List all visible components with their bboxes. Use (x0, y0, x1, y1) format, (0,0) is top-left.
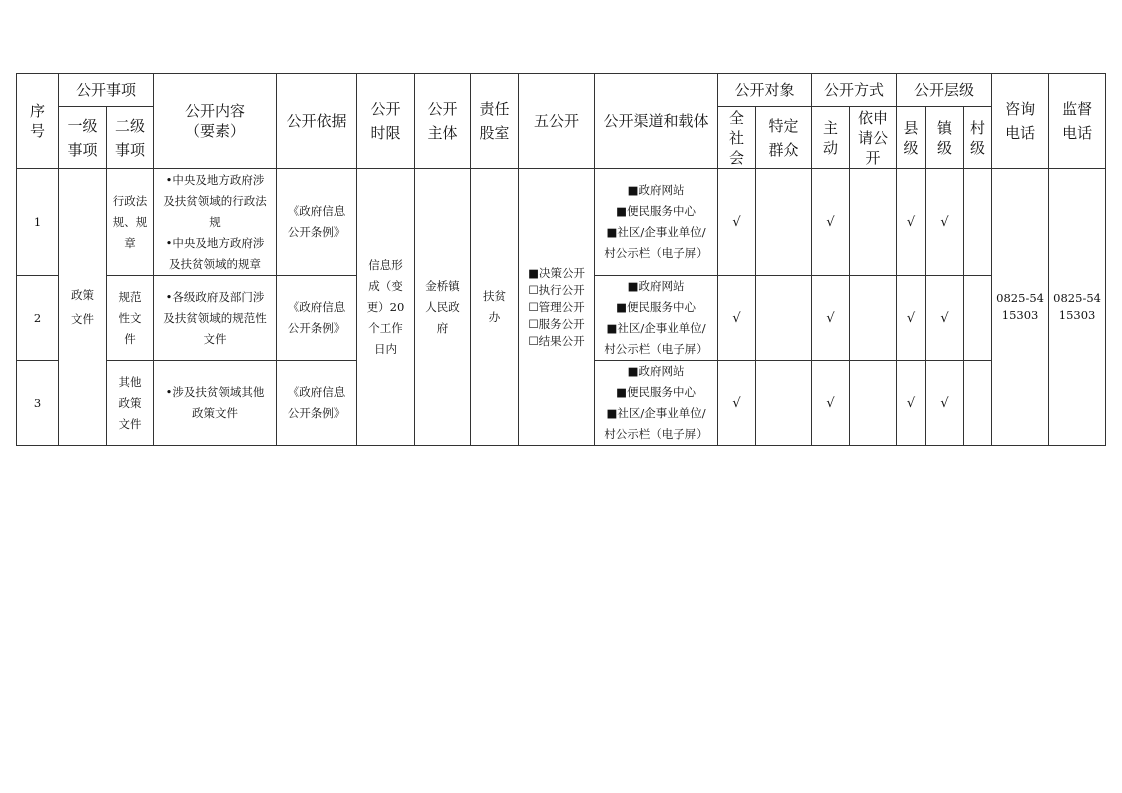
header-method: 公开方式 (812, 74, 897, 107)
header-level: 公开层级 (897, 74, 992, 107)
check-all: √ (718, 276, 756, 361)
check-village (964, 361, 992, 446)
check-active: √ (812, 169, 850, 276)
table-row (17, 169, 1106, 276)
header-level-village: 村级 (964, 107, 992, 169)
check-county: √ (897, 169, 926, 276)
header-supervise: 监督电话 (1049, 74, 1106, 169)
five-item-management: ☐管理公开 (528, 299, 585, 314)
five-item-execution: ☐执行公开 (528, 282, 585, 297)
check-apply (850, 276, 897, 361)
check-apply (850, 361, 897, 446)
check-county: √ (897, 361, 926, 446)
check-town: √ (926, 361, 964, 446)
header-level2: 二级事项 (107, 107, 154, 169)
header-target-all: 全社会 (718, 107, 756, 169)
check-specific (756, 169, 812, 276)
check-apply (850, 169, 897, 276)
row-seq: 3 (17, 361, 59, 446)
row-seq: 1 (17, 169, 59, 276)
check-village (964, 276, 992, 361)
check-county: √ (897, 276, 926, 361)
level2-cell: 其他政策文件 (107, 361, 154, 446)
header-seq: 序号 (17, 74, 59, 169)
basis-cell: 《政府信息公开条例》 (277, 276, 357, 361)
supervise-phone: 0825-5415303 (1049, 169, 1106, 446)
disclosure-table (16, 73, 1106, 446)
basis-cell: 《政府信息公开条例》 (277, 361, 357, 446)
header-subject: 公开主体 (415, 74, 471, 169)
five-item-decision: ■决策公开 (528, 265, 585, 280)
check-specific (756, 276, 812, 361)
channel-cell: ■政府网站 ■便民服务中心 ■社区/企事业单位/ 村公示栏（电子屏） (595, 276, 718, 361)
level2-cell: 规范性文件 (107, 276, 154, 361)
basis-cell: 《政府信息公开条例》 (277, 169, 357, 276)
consult-phone: 0825-5415303 (992, 169, 1049, 446)
dept-cell: 扶贫办 (471, 169, 519, 446)
header-time-limit: 公开时限 (357, 74, 415, 169)
header-basis: 公开依据 (277, 74, 357, 169)
content-cell: •涉及扶贫领域其他 政策文件 (154, 361, 277, 446)
check-active: √ (812, 361, 850, 446)
header-level-town: 镇级 (926, 107, 964, 169)
five-item-result: ☐结果公开 (528, 333, 585, 348)
content-cell: •中央及地方政府涉 及扶贫领域的行政法 规 •中央及地方政府涉 及扶贫领域的规章 (154, 169, 277, 276)
header-dept: 责任股室 (471, 74, 519, 169)
check-active: √ (812, 276, 850, 361)
header-five: 五公开 (519, 74, 595, 169)
five-disclosure-cell (519, 169, 595, 446)
level2-cell: 行政法规、规章 (107, 169, 154, 276)
header-target: 公开对象 (718, 74, 812, 107)
content-cell: •各级政府及部门涉 及扶贫领域的规范性 文件 (154, 276, 277, 361)
header-consult: 咨询电话 (992, 74, 1049, 169)
check-town: √ (926, 276, 964, 361)
header-content: 公开内容（要素） (154, 74, 277, 169)
check-all: √ (718, 361, 756, 446)
channel-cell: ■政府网站 ■便民服务中心 ■社区/企事业单位/ 村公示栏（电子屏） (595, 169, 718, 276)
header-items: 公开事项 (59, 74, 154, 107)
header-channel: 公开渠道和载体 (595, 74, 718, 169)
row-seq: 2 (17, 276, 59, 361)
channel-cell: ■政府网站 ■便民服务中心 ■社区/企事业单位/ 村公示栏（电子屏） (595, 361, 718, 446)
five-item-service: ☐服务公开 (528, 316, 585, 331)
header-method-apply: 依申请公开 (850, 107, 897, 169)
header-level-county: 县级 (897, 107, 926, 169)
check-all: √ (718, 169, 756, 276)
time-limit-cell: 信息形成（变更）20个工作日内 (357, 169, 415, 446)
check-town: √ (926, 169, 964, 276)
check-specific (756, 361, 812, 446)
header-method-active: 主动 (812, 107, 850, 169)
check-village (964, 169, 992, 276)
header-target-specific: 特定群众 (756, 107, 812, 169)
level1-cell: 政策文件 (59, 169, 107, 446)
header-level1: 一级事项 (59, 107, 107, 169)
subject-cell: 金桥镇人民政府 (415, 169, 471, 446)
